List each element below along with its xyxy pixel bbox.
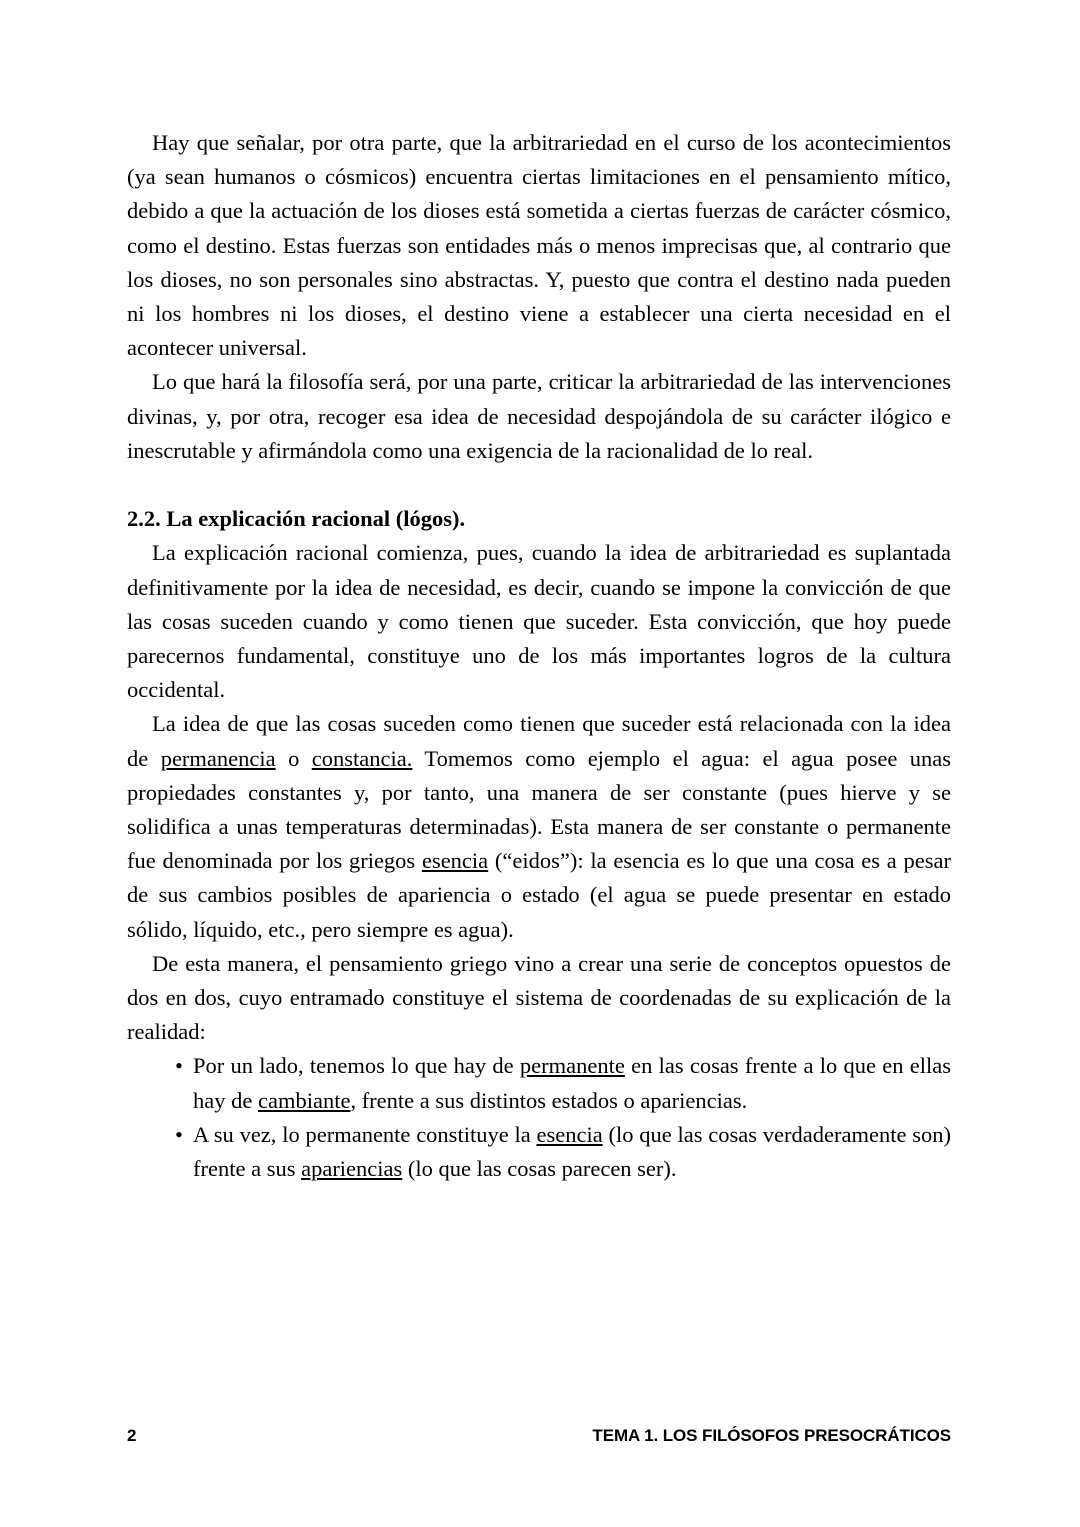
text-segment: Por un lado, tenemos lo que hay de: [193, 1053, 520, 1079]
term-esencia: esencia: [536, 1121, 603, 1147]
page-footer: [127, 1426, 951, 1446]
text-segment: A su vez, lo permanente constituye la: [193, 1121, 537, 1147]
list-item: [127, 1118, 951, 1186]
term-permanente: permanente: [519, 1053, 625, 1079]
text-segment: (lo que las cosas verdaderamente son) frente a sus: [193, 1121, 951, 1182]
text-segment: en las cosas frente a lo que en ellas hay de: [193, 1053, 952, 1113]
text-segment: La idea de que las cosas suceden como tienen que suceder está relacionada con la idea de: [127, 711, 951, 771]
paragraph-arbitrariedad-destino: Hay que señalar, por otra parte, que la arbitrariedad en el curso de los acontecimientos (ya sean humanos o cósmicos) encuentra ciertas limitaciones en el pensamiento mítico, debido a que la actuación de los dioses está sometida a ciertas fuerzas de carácter cósmico, como el destino. Estas fuerzas son entidades más o menos imprecisas que, al contrario que los dioses, no son personales sino abstractas. Y, puesto que contra el destino nada pueden ni los hombres ni los dioses, el destino viene a establecer una cierta necesidad en el acontecer universal.: [127, 130, 951, 361]
bullet-point-icon: •: [175, 1053, 183, 1079]
page-number: 2: [127, 1426, 137, 1445]
concept-pairs-list: [127, 1049, 951, 1186]
text-segment: o: [275, 745, 312, 771]
term-apariencias: apariencias: [301, 1156, 403, 1182]
term-permanencia: permanencia: [160, 745, 276, 771]
paragraph-explicacion-racional: La explicación racional comienza, pues, cuando la idea de arbitrariedad es suplantada definitivamente por la idea de necesidad, es decir, cuando se impone la convicción de que las cosas suceden cuando y como tienen que suceder. Esta convicción, que hoy puede parecernos fundamental, constituye uno de los más importantes logros de la cultura occidental.: [127, 540, 951, 703]
term-constancia: constancia.: [311, 745, 413, 771]
term-cambiante: cambiante: [257, 1087, 351, 1113]
text-segment: , frente a sus distintos estados o apariencias.: [350, 1087, 748, 1113]
list-item: [127, 1049, 951, 1117]
term-esencia: esencia: [421, 848, 489, 874]
section-heading-2-2: 2.2. La explicación racional (lógos).: [127, 506, 466, 532]
text-segment: (“eidos”): la esencia es lo que una cosa es a pesar de sus cambios posibles de apariencia o estado (el agua se puede presentar en estado sólido, líquido, etc., pero siempre es agua).: [127, 848, 951, 942]
text-segment: (lo que las cosas parecen ser).: [402, 1156, 677, 1182]
paragraph-conceptos-opuestos: De esta manera, el pensamiento griego vino a crear una serie de conceptos opuestos de dos en dos, cuyo entramado constituye el sistema de coordenadas de su explicación de la realidad:: [127, 950, 951, 1045]
paragraph-filosofia-necesidad: Lo que hará la filosofía será, por una parte, criticar la arbitrariedad de las intervenciones divinas, y, por otra, recoger esa idea de necesidad despojándola de su carácter ilógico e inescrutable y afirmándola como una exigencia de la racionalidad de lo real.: [127, 369, 951, 463]
bullet-point-icon: •: [175, 1121, 183, 1147]
page-content: [127, 126, 951, 1186]
paragraph-permanencia-esencia: [127, 707, 951, 946]
text-segment: Tomemos como ejemplo el agua: el agua posee unas propiedades constantes y, por tanto, una manera de ser constante (pues hierve y se solidifica a unas temperaturas determinadas). Esta manera de ser constante o permanente fue denominada por los griegos: [127, 745, 951, 874]
footer-chapter-title: TEMA 1. LOS FILÓSOFOS PRESOCRÁTICOS: [592, 1426, 951, 1445]
